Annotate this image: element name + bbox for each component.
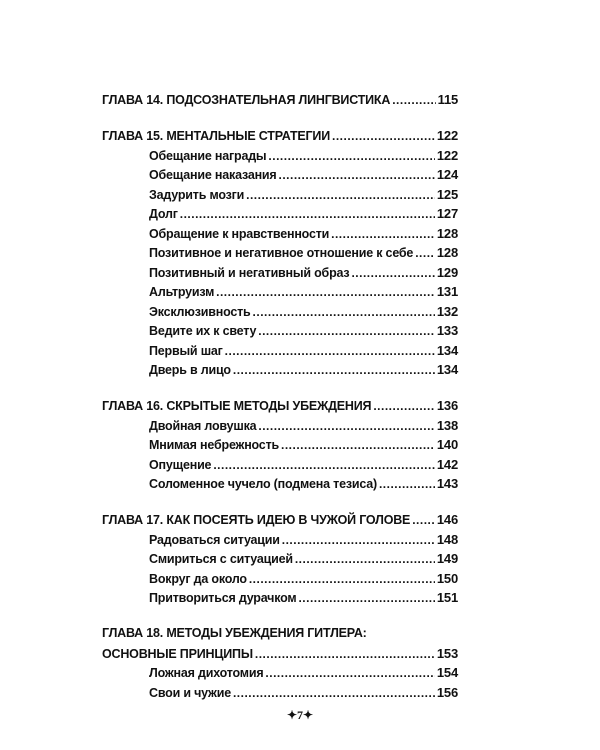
entry-title: Смириться с ситуацией	[149, 552, 293, 566]
chapter-page-number: 122	[436, 128, 458, 143]
toc-entry[interactable]	[102, 588, 458, 608]
toc-entry[interactable]	[102, 360, 458, 380]
dot-leader	[249, 570, 435, 590]
toc-entry[interactable]	[102, 224, 458, 244]
entry-title: Радоваться ситуации	[149, 532, 280, 547]
entry-page-number: 134	[436, 342, 458, 358]
entry-title: Притвориться дурачком	[149, 591, 297, 605]
entry-page-number: 134	[436, 362, 458, 377]
dot-leader	[265, 664, 434, 684]
entry-title: Альтруизм	[149, 285, 215, 299]
entry-page-number: 128	[436, 225, 458, 241]
entry-page-number: 148	[436, 531, 458, 547]
chapter-title: ГЛАВА 17. КАК ПОСЕЯТЬ ИДЕЮ В ЧУЖОЙ ГОЛОВЕ	[102, 513, 411, 527]
entry-title: Долг	[149, 207, 178, 221]
dot-leader	[351, 264, 434, 284]
entry-title: Мнимая небрежность	[149, 438, 279, 452]
entry-title: Задурить мозги	[149, 187, 245, 202]
dot-leader	[279, 166, 435, 186]
chapter-title: ОСНОВНЫЕ ПРИНЦИПЫ	[102, 646, 253, 661]
chapter-heading[interactable]	[102, 510, 458, 530]
dot-leader	[373, 397, 435, 417]
toc-entry[interactable]	[102, 569, 458, 589]
toc-entry[interactable]	[102, 282, 458, 302]
dot-leader	[298, 589, 434, 609]
entry-page-number: 140	[436, 437, 458, 452]
chapter-title: ГЛАВА 16. СКРЫТЫЕ МЕТОДЫ УБЕЖДЕНИЯ	[102, 399, 372, 413]
dot-leader	[216, 283, 435, 303]
entry-title: Ведите их к свету	[149, 324, 257, 338]
entry-title: Вокруг да около	[149, 571, 247, 586]
entry-title: Обещание наказания	[149, 168, 277, 182]
chapter-title: ГЛАВА 14. ПОДСОЗНАТЕЛЬНАЯ ЛИНГВИСТИКА	[102, 93, 391, 107]
entry-page-number: 127	[436, 206, 458, 221]
chapter-block	[102, 624, 458, 702]
entry-page-number: 151	[436, 590, 458, 605]
entry-title: Опущение	[149, 457, 212, 472]
entry-page-number: 150	[436, 570, 458, 586]
entry-title: Позитивный и негативный образ	[149, 265, 350, 280]
toc-entry[interactable]	[102, 683, 458, 703]
entry-page-number: 132	[436, 303, 458, 319]
entry-page-number: 131	[436, 284, 458, 299]
chapter-title: ГЛАВА 18. МЕТОДЫ УБЕЖДЕНИЯ ГИТЛЕРА:	[102, 626, 367, 640]
toc-entry[interactable]	[102, 321, 458, 341]
chapter-page-number: 153	[436, 645, 458, 661]
dot-leader	[282, 531, 435, 551]
dot-leader	[392, 91, 435, 111]
entry-title: Ложная дихотомия	[149, 666, 264, 680]
dot-leader	[225, 342, 435, 362]
chapter-heading[interactable]	[102, 396, 458, 416]
entry-page-number: 154	[436, 665, 458, 680]
entry-page-number: 125	[436, 186, 458, 202]
entry-title: Первый шаг	[149, 343, 223, 358]
chapter-page-number: 115	[437, 92, 458, 107]
chapter-heading[interactable]	[102, 624, 458, 644]
toc-entry[interactable]	[102, 146, 458, 166]
toc-entry[interactable]	[102, 663, 458, 683]
entry-page-number: 143	[436, 476, 458, 491]
entry-title: Дверь в лицо	[149, 363, 231, 377]
dot-leader	[253, 303, 435, 323]
entry-title: Соломенное чучело (подмена тезиса)	[149, 477, 377, 491]
chapter-heading[interactable]	[102, 126, 458, 146]
entry-page-number: 142	[436, 456, 458, 472]
dot-leader	[332, 127, 435, 147]
entry-title: Обращение к нравственности	[149, 226, 330, 241]
entry-title: Двойная ловушка	[149, 418, 257, 433]
toc-entry[interactable]	[102, 302, 458, 322]
entry-title: Обещание награды	[149, 148, 267, 163]
dot-leader	[233, 684, 435, 704]
toc-entry[interactable]	[102, 165, 458, 185]
dot-leader	[412, 511, 435, 531]
toc-entry[interactable]	[102, 530, 458, 550]
dot-leader	[258, 417, 435, 437]
dot-leader	[295, 550, 435, 570]
toc-entry[interactable]	[102, 416, 458, 436]
dot-leader	[180, 205, 435, 225]
chapter-block	[102, 90, 458, 110]
page-number: ✦7✦	[286, 708, 314, 722]
chapter-heading[interactable]	[102, 644, 458, 664]
dot-leader	[258, 322, 435, 342]
entry-title: Эксклюзивность	[149, 304, 251, 319]
toc-entry[interactable]	[102, 185, 458, 205]
toc-entry[interactable]	[102, 435, 458, 455]
dot-leader	[233, 361, 435, 381]
entry-page-number: 138	[436, 417, 458, 433]
toc-entry[interactable]	[102, 549, 458, 569]
toc-entry[interactable]	[102, 204, 458, 224]
dot-leader	[213, 456, 435, 476]
dot-leader	[255, 645, 435, 665]
chapter-title: ГЛАВА 15. МЕНТАЛЬНЫЕ СТРАТЕГИИ	[102, 129, 330, 143]
toc-entry[interactable]	[102, 474, 458, 494]
entry-page-number: 128	[436, 245, 458, 260]
toc-entry[interactable]	[102, 243, 458, 263]
entry-title: Свои и чужие	[149, 685, 231, 700]
chapter-block	[102, 396, 458, 494]
dot-leader	[415, 244, 435, 264]
entry-page-number: 149	[436, 551, 458, 566]
dot-leader	[281, 436, 435, 456]
table-of-contents	[102, 90, 458, 719]
dot-leader	[268, 147, 434, 167]
chapter-block	[102, 510, 458, 608]
chapter-block	[102, 126, 458, 380]
dot-leader	[246, 186, 435, 206]
entry-page-number: 124	[436, 167, 458, 182]
chapter-page-number: 146	[436, 512, 458, 527]
toc-entry[interactable]	[102, 263, 458, 283]
chapter-heading[interactable]	[102, 90, 458, 110]
chapter-page-number: 136	[436, 398, 458, 413]
dot-leader	[331, 225, 435, 245]
toc-entry[interactable]	[102, 341, 458, 361]
entry-page-number: 129	[436, 264, 458, 280]
dot-leader	[379, 475, 435, 495]
entry-page-number: 156	[436, 684, 458, 700]
toc-entry[interactable]	[102, 455, 458, 475]
entry-title: Позитивное и негативное отношение к себе	[149, 246, 414, 260]
entry-page-number: 133	[436, 323, 458, 338]
entry-page-number: 122	[436, 147, 458, 163]
